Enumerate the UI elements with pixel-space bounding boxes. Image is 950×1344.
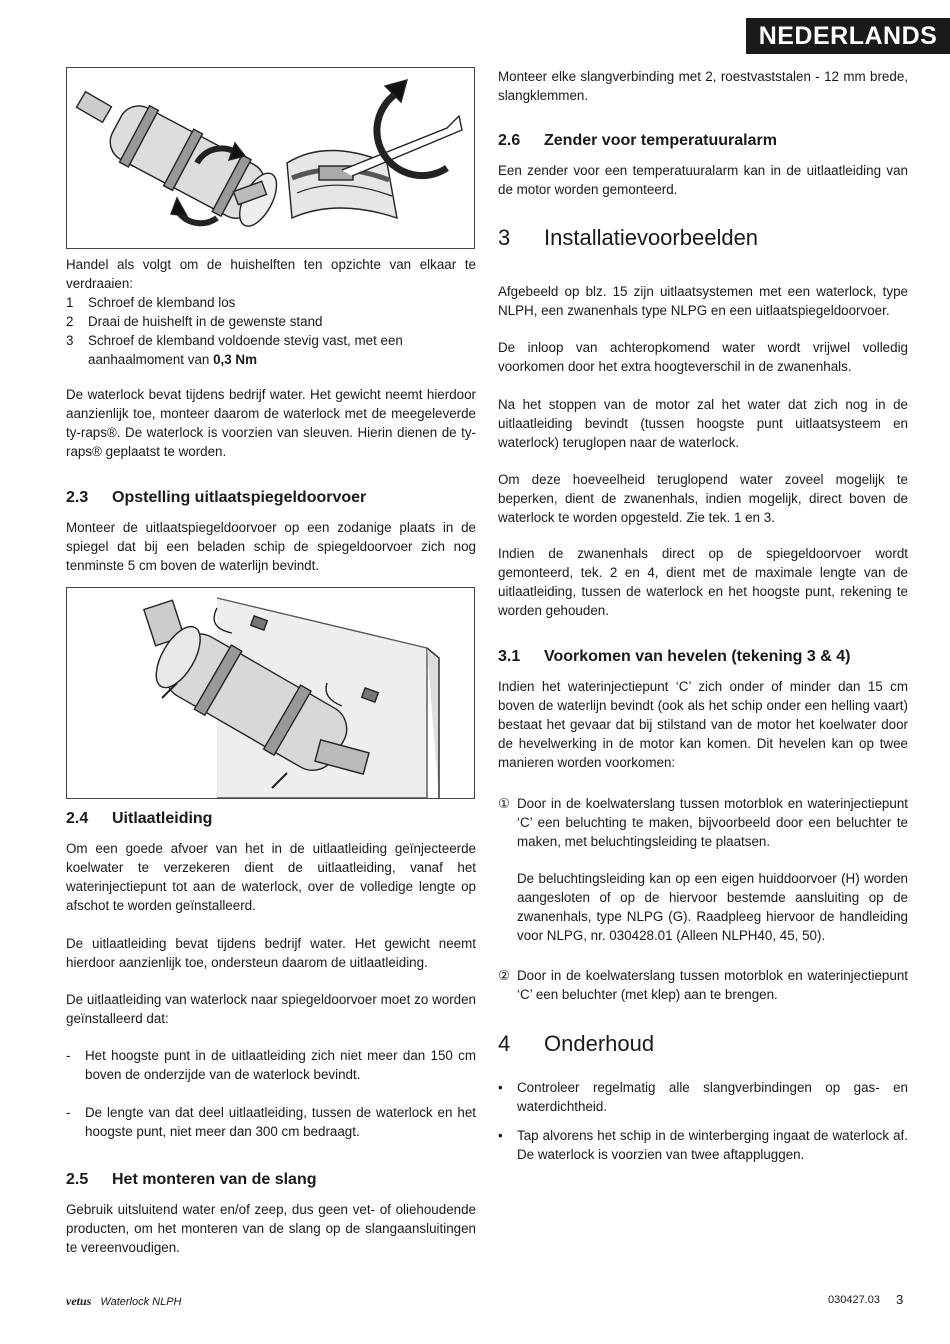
method-item-2: ② Door in de koelwaterslang tussen motorblok en waterinjectiepunt ‘C’ een beluchter (met klep) aan te brengen. [498,968,908,1002]
step-item: 1 Schroef de klemband los [66,295,236,310]
method-item-1: ① Door in de koelwaterslang tussen motorblok en waterinjectiepunt ‘C’ een beluchting te maken, bijvoorbeeld door een beluchter te maken, met beluchtingsleiding te plaatsen. [498,796,908,849]
maintenance-bullet: • Controleer regelmatig alle slangverbindingen op gas- en waterdichtheid. [498,1080,908,1114]
footer-left [66,1294,182,1309]
section-3-p2: De inloop van achteropkomend water wordt vrijwel volledig voorkomen door het extra hoogteverschil in de zwanenhals. [498,340,908,374]
section-2-4-p1: Om een goede afvoer van het in de uitlaatleiding geïnjecteerde koelwater te verzekeren dient de uitlaatleiding, vanaf het waterinjectiepunt tot aan de waterlock, over de volledige lengte op afschot te worden geïnstalleerd. [66,841,476,913]
section-3-p1: Afgebeeld op blz. 15 zijn uitlaatsystemen met een waterlock, type NLPH, een zwanenhals type NLPG en een uitlaatspiegeldoorvoer. [498,284,908,318]
section-2-6-heading: 2.6 Zender voor temperatuuralarm [498,132,777,149]
clamps-paragraph: Monteer elke slangverbinding met 2, roestvaststalen - 12 mm brede, slangklemmen. [498,69,908,103]
doc-number: 030427.03 [828,1294,880,1306]
left-column [66,255,476,369]
section-2-4-heading: 2.4 Uitlaatleiding [66,810,213,827]
section-3-1-heading: 3.1 Voorkomen van hevelen (tekening 3 & 4) [498,648,851,665]
section-2-4-p2: De uitlaatleiding bevat tijdens bedrijf water. Het gewicht neemt hierdoor aanzienlijk toe, ondersteun daarom de uitlaatleiding. [66,936,476,970]
figure-rotate-housing [66,67,475,249]
brand-logo: vetus [66,1294,92,1308]
page-number: 3 [896,1292,904,1307]
rotate-intro: Handel als volgt om de huishelften ten opzichte van elkaar te verdraaien: [66,257,476,291]
step-item: 2 Draai de huishelft in de gewenste stand [66,314,323,329]
step-item: 3 Schroef de klemband voldoende stevig vast, met een aanhaalmoment van 0,3 Nm [66,333,403,367]
section-2-4-p3: De uitlaatleiding van waterlock naar spiegeldoorvoer moet zo worden geïnstalleerd dat: [66,992,476,1026]
rotate-steps [66,293,476,369]
figure-mounting-tyraps [66,587,475,799]
illustration-waterlock-clamp [67,68,474,248]
illustration-waterlock-mounting [67,588,474,798]
section-3-1-p1: Indien het waterinjectiepunt ‘C’ zich onder of minder dan 15 cm boven de waterlijn bevindt (ook als het schip onder een helling vaart) bestaat het gevaar dat bij stilstand van de motor het koelwater door de hevelwerking in de motor kan komen. Dit hevelen kan op twee manieren worden voorkomen: [498,679,908,770]
method-item-1-detail: De beluchtingsleiding kan op een eigen huiddoorvoer (H) worden aangesloten of op de hiervoor bestemde aansluiting op de zwanenhals, type NLPG (G). Raadpleeg hiervoor de handleiding voor NLPG, nr. 030428.01 (Alleen NLPH40, 45, 50). [517,871,908,943]
section-3-p5: Indien de zwanenhals direct op de spiegeldoorvoer wordt gemonteerd, tek. 2 en 4, dient met de maximale lengte van de uitlaatleiding, tussen de waterlock en het hoogste punt, rekening te worden gehouden. [498,546,908,618]
maintenance-bullet: • Tap alvorens het schip in de winterberging ingaat de waterlock af. De waterlock is voorzien van twee aftappluggen. [498,1128,908,1162]
weight-paragraph: De waterlock bevat tijdens bedrijf water. Het gewicht neemt hierdoor aanzienlijk toe, monteer daarom de waterlock met de meegeleverde ty-raps®. De waterlock is voorzien van sleuven. Hierin dienen de ty-raps® geplaatst te worden. [66,387,476,459]
language-tab: NEDERLANDS [746,18,950,54]
product-name: Waterlock NLPH [100,1296,182,1308]
section-4-heading: 4 Onderhoud [498,1031,655,1056]
section-2-3-heading: 2.3 Opstelling uitlaatspiegeldoorvoer [66,489,367,506]
section-3-p3: Na het stoppen van de motor zal het water dat zich nog in de uitlaatleiding bevindt (tussen hoogste punt uitlaatsysteem en waterlock) teruglopen naar de waterlock. [498,397,908,450]
dash-item: - Het hoogste punt in de uitlaatleiding zich niet meer dan 150 cm boven de onderzijde van de waterlock bevindt. [66,1048,476,1082]
section-3-heading: 3 Installatievoorbeelden [498,225,759,250]
section-3-p4: Om deze hoeveelheid teruglopend water zoveel mogelijk te beperken, dient de zwanenhals, indien mogelijk, direct boven de waterlock te worden opgesteld. Zie tek. 1 en 3. [498,472,908,525]
dash-item: - De lengte van dat deel uitlaatleiding, tussen de waterlock en het hoogste punt, niet meer dan 300 cm bedraagt. [66,1105,476,1139]
section-2-5-heading: 2.5 Het monteren van de slang [66,1171,317,1188]
section-2-6-text: Een zender voor een temperatuuralarm kan in de uitlaatleiding van de motor worden gemonteerd. [498,163,908,197]
section-2-3-text: Monteer de uitlaatspiegeldoorvoer op een zodanige plaats in de spiegel dat bij een beladen schip de spiegeldoorvoer zich nog tenminste 5 cm boven de waterlijn bevindt. [66,520,476,573]
section-2-5-text: Gebruik uitsluitend water en/of zeep, dus geen vet- of oliehoudende producten, om het monteren van de slang op de slangaansluitingen te vereenvoudigen. [66,1202,476,1255]
